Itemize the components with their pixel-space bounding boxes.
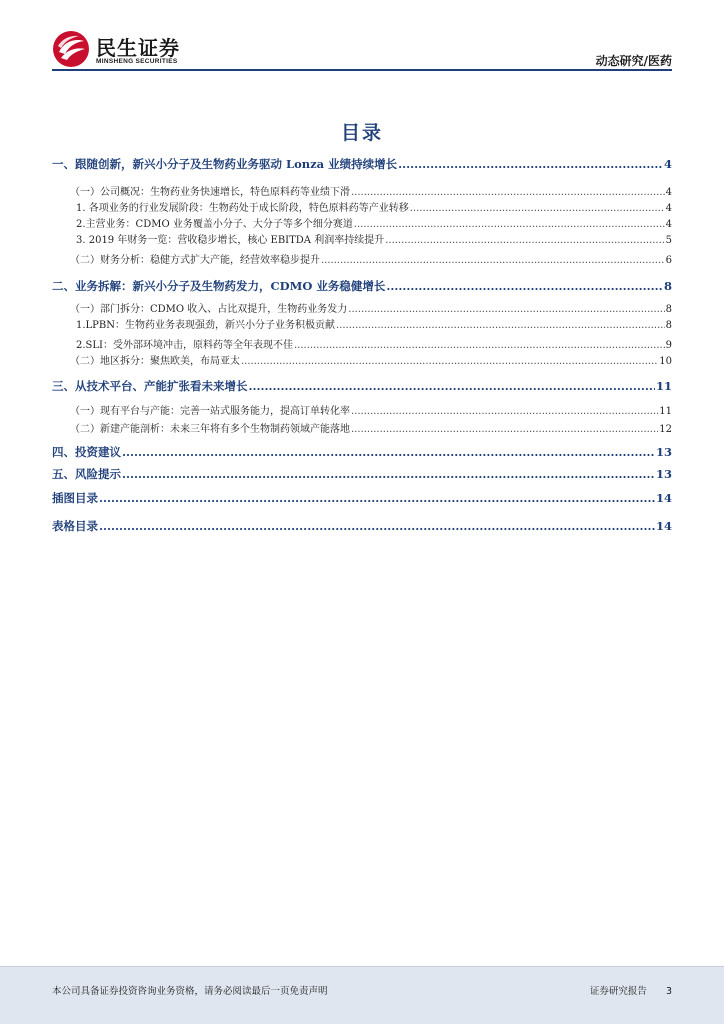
toc-entry[interactable]: [76, 336, 672, 352]
toc-entry-page: 8: [663, 279, 672, 293]
footer-report-label: 证券研究报告: [589, 986, 647, 997]
toc-entry-label: （一）公司概况：生物药业务快速增长，特色原料药等业绩下滑: [70, 187, 350, 198]
toc-entry-page: 4: [663, 157, 672, 171]
toc-entry-label: 1. 各项业务的行业发展阶段：生物药处于成长阶段，特色原料药等产业转移: [76, 203, 409, 214]
toc-dot-leader: [241, 356, 658, 367]
toc-entry-page: 14: [655, 491, 672, 505]
toc-entry[interactable]: [76, 231, 672, 247]
page-footer: [0, 966, 724, 1024]
toc-entry-label: 三、从技术平台、产能扩张看未来增长: [52, 379, 248, 393]
page-header: [0, 0, 724, 80]
toc-dot-leader: [354, 219, 665, 230]
logo-chinese-name: 民生证券: [96, 36, 180, 60]
toc-entry[interactable]: [52, 490, 672, 506]
toc-entry-page: 13: [655, 445, 672, 459]
toc-entry[interactable]: [52, 378, 672, 394]
toc-dot-leader: [410, 203, 665, 214]
toc-dot-leader: [398, 157, 663, 171]
toc-entry-page: 8: [665, 320, 672, 331]
toc-entry-label: （一）部门拆分：CDMO 收入、占比双提升，生物药业务发力: [70, 304, 348, 315]
toc-entry-page: 11: [655, 379, 672, 393]
toc-dot-leader: [99, 519, 655, 533]
toc-dot-leader: [351, 187, 665, 198]
page-number: 3: [665, 986, 672, 997]
toc-entry[interactable]: [70, 420, 672, 436]
toc-entry-page: 4: [665, 187, 672, 198]
toc-dot-leader: [122, 445, 655, 459]
toc-dot-leader: [351, 406, 658, 417]
toc-entry[interactable]: [70, 352, 672, 368]
toc-entry-label: 四、投资建议: [52, 445, 121, 459]
toc-dot-leader: [99, 491, 655, 505]
footer-disclaimer: 本公司具备证券投资咨询业务资格，请务必阅读最后一页免责声明: [52, 986, 328, 997]
toc-dot-leader: [336, 320, 665, 331]
toc-entry-page: 9: [665, 340, 672, 351]
toc-entry-page: 12: [659, 424, 672, 435]
toc-entry-label: 二、业务拆解：新兴小分子及生物药发力，CDMO 业务稳健增长: [52, 279, 386, 293]
toc-entry-page: 13: [655, 467, 672, 481]
toc-entry-label: 2.主营业务：CDMO 业务覆盖小分子、大分子等多个细分赛道: [76, 219, 353, 230]
toc-entry-page: 14: [655, 519, 672, 533]
toc-entry-label: 表格目录: [52, 519, 98, 533]
toc-dot-leader: [321, 255, 665, 266]
logo-english-name: MINSHENG SECURITIES: [96, 58, 178, 65]
header-divider: [52, 69, 672, 71]
toc-entry[interactable]: [70, 251, 672, 267]
footer-right: [574, 983, 672, 997]
toc-entry-label: 1.LPBN：生物药业务表现强劲，新兴小分子业务积极贡献: [76, 320, 336, 331]
toc-entry[interactable]: [70, 402, 672, 418]
toc-entry-label: 3. 2019 年财务一览：营收稳步增长，核心 EBITDA 利润率持续提升: [76, 235, 385, 246]
minsheng-logo: [52, 30, 182, 72]
toc-entry-page: 8: [665, 304, 672, 315]
toc-entry-label: 2.SLI：受外部环境冲击，原料药等全年表现不佳: [76, 340, 293, 351]
toc-dot-leader: [385, 235, 664, 246]
toc-entry-page: 10: [659, 356, 672, 367]
toc-entry-label: 五、风险提示: [52, 467, 121, 481]
toc-entry-page: 11: [659, 406, 672, 417]
toc-entry-label: 插图目录: [52, 491, 98, 505]
report-type: 动态研究/医药: [595, 54, 672, 68]
toc-entry-page: 4: [665, 203, 672, 214]
toc-entry-label: 一、跟随创新，新兴小分子及生物药业务驱动 Lonza 业绩持续增长: [52, 157, 398, 171]
toc-entry-label: （二）财务分析：稳健方式扩大产能，经营效率稳步提升: [70, 255, 320, 266]
toc-entry-label: （二）新建产能剖析：未来三年将有多个生物制药领域产能落地: [70, 424, 350, 435]
toc-entry[interactable]: [70, 300, 672, 316]
toc-entry[interactable]: [52, 466, 672, 482]
toc-entry[interactable]: [52, 156, 672, 172]
toc-entry-label: （一）现有平台与产能：完善一站式服务能力，提高订单转化率: [70, 406, 350, 417]
toc-dot-leader: [122, 467, 655, 481]
toc-entry[interactable]: [70, 183, 672, 199]
toc-entry-page: 5: [665, 235, 672, 246]
toc-entry-label: （二）地区拆分：聚焦欧美，布局亚太: [70, 356, 240, 367]
toc-entry[interactable]: [52, 278, 672, 294]
toc-entry[interactable]: [52, 518, 672, 534]
toc-entry[interactable]: [76, 199, 672, 215]
toc-entry-page: 4: [665, 219, 672, 230]
toc-dot-leader: [351, 424, 658, 435]
footer-divider: [0, 966, 724, 967]
toc-dot-leader: [249, 379, 655, 393]
toc-entry[interactable]: [76, 316, 672, 332]
toc-entry[interactable]: [76, 215, 672, 231]
toc-entry-page: 6: [665, 255, 672, 266]
minsheng-logo-icon: [52, 30, 90, 68]
toc-dot-leader: [294, 340, 665, 351]
toc-title: 目录: [340, 122, 383, 144]
toc-entry[interactable]: [52, 444, 672, 460]
toc-dot-leader: [348, 304, 664, 315]
toc-dot-leader: [386, 279, 663, 293]
